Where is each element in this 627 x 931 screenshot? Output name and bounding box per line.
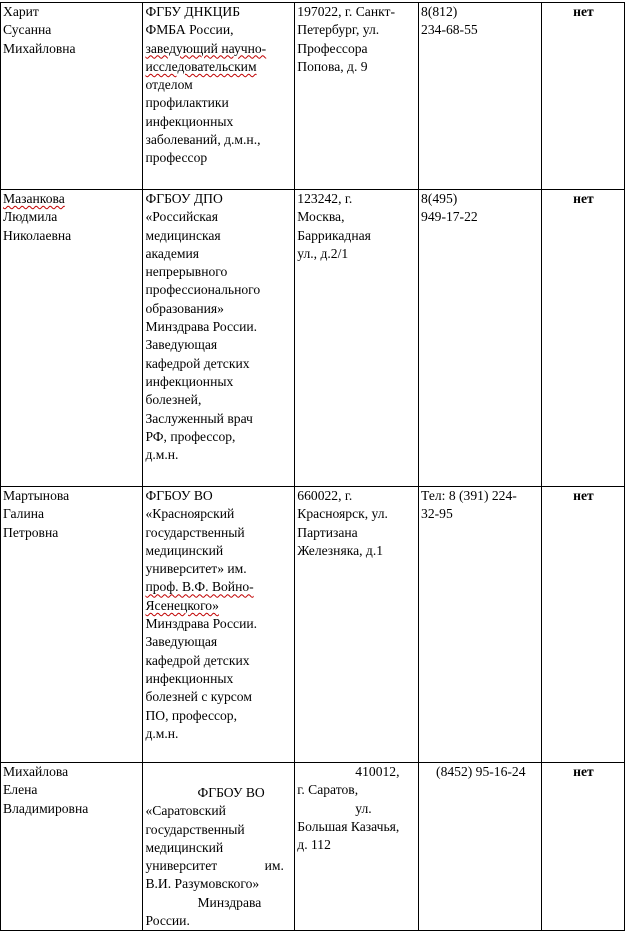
org-line: инфекционных	[145, 373, 234, 389]
table-row	[1, 190, 625, 487]
name-line: Михайловна	[3, 40, 76, 56]
org-line: образования»	[145, 300, 224, 316]
org-line: медицинский	[145, 542, 224, 558]
table-row	[1, 487, 625, 763]
org-line: ФГБОУ ВО	[145, 488, 213, 503]
org-line: ФГБОУ ВО	[197, 785, 265, 800]
org-line: ФГБОУ ДПО	[145, 191, 223, 206]
org-line: кафедрой детских	[145, 652, 250, 668]
org-line: университет» им.	[145, 561, 247, 577]
address-line: 197022, г. Санкт-	[297, 4, 395, 19]
flag-cell: нет	[541, 3, 624, 190]
phone-cell	[419, 487, 542, 763]
org-line: непрерывного	[145, 264, 228, 280]
org-line: Ясенецкого»	[145, 597, 219, 613]
address-line: 410012,	[355, 764, 400, 779]
address-line: Железняка, д.1	[297, 542, 384, 558]
org-line: Заведующая	[145, 634, 218, 650]
org-line: «Российская	[145, 209, 218, 225]
org-line: профессор	[145, 150, 208, 166]
person-name-cell	[1, 763, 143, 931]
org-line: болезней,	[145, 392, 202, 408]
org-line: медицинский	[145, 839, 224, 855]
org-line: исследовательским	[145, 58, 257, 74]
address-line: д. 112	[297, 837, 331, 853]
org-line: профессионального	[145, 282, 261, 298]
org-line: Заслуженный врач	[145, 410, 253, 426]
address-line: Большая Казачья,	[297, 818, 400, 834]
flag-cell: нет	[541, 487, 624, 763]
address-line: Профессора	[297, 40, 368, 56]
org-line: профилактики	[145, 95, 229, 111]
organization-cell	[143, 3, 295, 190]
org-line: Минздрава России.	[145, 319, 258, 335]
org-line: ФМБА России,	[145, 22, 234, 38]
org-line: медицинская	[145, 227, 221, 243]
org-line: заведующий научно-	[145, 40, 267, 56]
phone-line: 8(812)	[421, 4, 458, 19]
org-line: ФГБУ ДНКЦИБ	[145, 4, 241, 19]
phone-line: 8(495)	[421, 191, 458, 206]
name-line: Михайлова	[3, 764, 69, 779]
address-line: ул., д.2/1	[297, 245, 349, 261]
org-line: д.м.н.	[145, 447, 179, 463]
org-line: России.	[145, 913, 190, 929]
phone-cell	[419, 3, 542, 190]
org-line: В.И. Разумовского»	[145, 876, 260, 892]
name-line: Людмила	[3, 209, 58, 225]
address-cell	[295, 3, 419, 190]
table-row	[1, 3, 625, 190]
org-line: инфекционных	[145, 670, 234, 686]
address-line: Баррикадная	[297, 227, 371, 243]
org-line: академия	[145, 245, 200, 261]
org-line: университет им.	[145, 858, 284, 874]
name-line: Владимировна	[3, 800, 89, 816]
flag-cell: нет	[541, 763, 624, 931]
org-line: Заведующая	[145, 337, 218, 353]
phone-line: 32-95	[421, 506, 453, 522]
address-cell	[295, 190, 419, 487]
organization-cell	[143, 763, 295, 931]
address-line: Москва,	[297, 209, 345, 225]
address-line: г. Саратов,	[297, 782, 359, 798]
address-line: Петербург, ул.	[297, 22, 380, 38]
person-name-cell	[1, 190, 143, 487]
org-line: д.м.н.	[145, 725, 179, 741]
flag-cell: нет	[541, 190, 624, 487]
phone-line: Тел: 8 (391) 224-	[421, 488, 517, 503]
org-line: Минздрава России.	[145, 616, 258, 632]
address-line: Красноярск, ул.	[297, 506, 388, 522]
person-name-cell	[1, 487, 143, 763]
name-line: Мазанкова	[3, 191, 65, 206]
organization-cell	[143, 190, 295, 487]
address-line: Попова, д. 9	[297, 58, 368, 74]
table-row	[1, 763, 625, 931]
address-cell	[295, 763, 419, 931]
org-line: инфекционных	[145, 113, 234, 129]
org-line: государственный	[145, 524, 245, 540]
org-line: государственный	[145, 821, 245, 837]
name-line: Харит	[3, 4, 39, 19]
person-name-cell	[1, 3, 143, 190]
address-cell	[295, 487, 419, 763]
org-line: «Красноярский	[145, 506, 235, 522]
name-line: Галина	[3, 506, 45, 522]
address-line: Партизана	[297, 524, 358, 540]
org-line: Минздрава	[197, 894, 262, 910]
name-line: Мартынова	[3, 488, 70, 503]
org-line: ПО, профессор,	[145, 707, 238, 723]
name-line: Николаевна	[3, 227, 72, 243]
org-line: заболеваний, д.м.н.,	[145, 132, 261, 148]
phone-cell	[419, 190, 542, 487]
contacts-table	[0, 2, 625, 931]
phone-cell	[419, 763, 542, 931]
org-line: болезней с курсом	[145, 689, 252, 705]
phone-line: 234-68-55	[421, 22, 478, 38]
org-line: РФ, профессор,	[145, 428, 236, 444]
org-line: отделом	[145, 77, 193, 93]
address-line: 660022, г.	[297, 488, 353, 503]
name-line: Петровна	[3, 524, 59, 540]
address-line: 123242, г.	[297, 191, 353, 206]
phone-line: 949-17-22	[421, 209, 478, 225]
org-line: «Саратовский	[145, 803, 226, 819]
name-line: Елена	[3, 782, 38, 798]
name-line: Сусанна	[3, 22, 52, 38]
org-line: кафедрой детских	[145, 355, 250, 371]
address-line: ул.	[355, 800, 372, 816]
org-line: проф. В.Ф. Войно-	[145, 579, 254, 595]
organization-cell	[143, 487, 295, 763]
phone-line: (8452) 95-16-24	[436, 764, 526, 779]
